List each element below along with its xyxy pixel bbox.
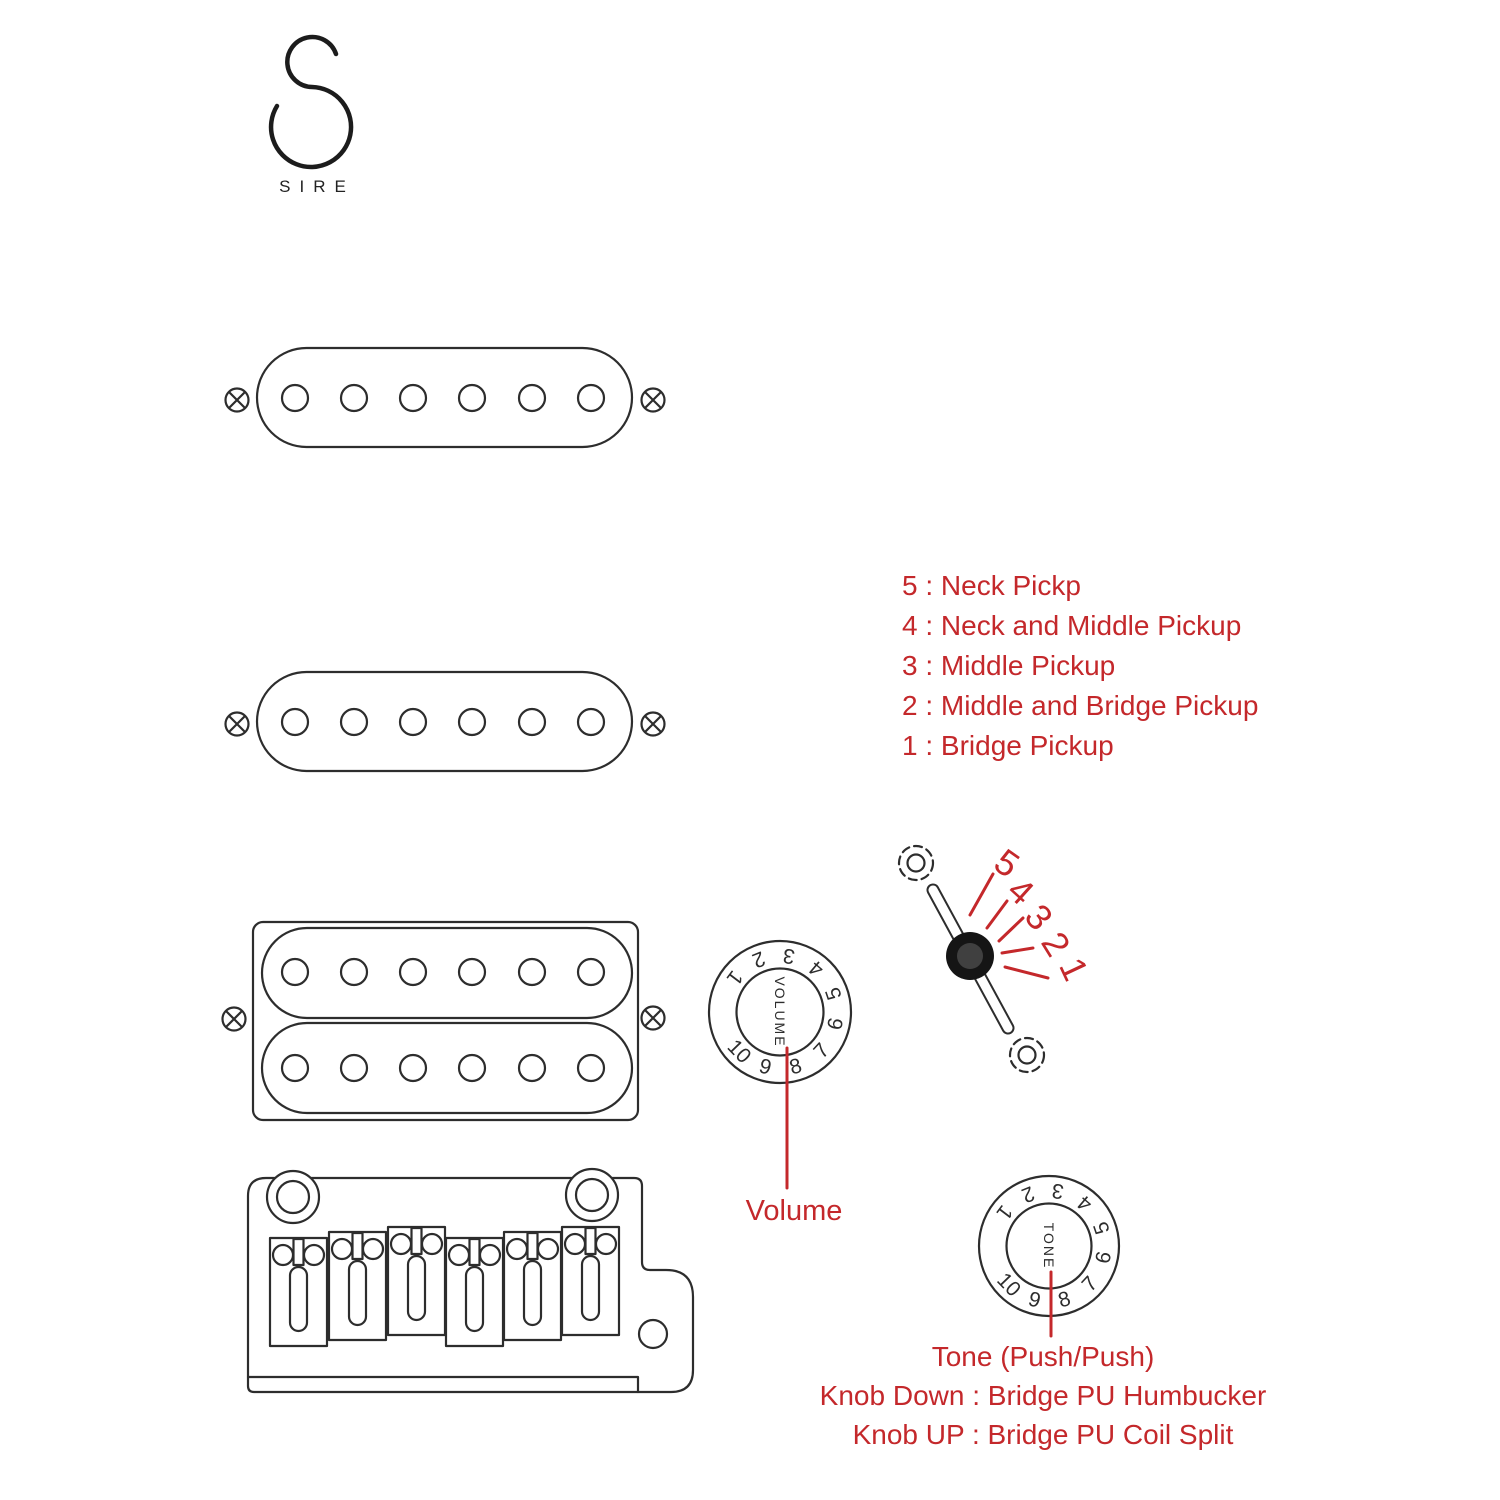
knob-scale-number: 4	[804, 955, 829, 981]
knob-scale-number: 9	[1025, 1287, 1044, 1313]
knob-scale-number: 2	[748, 946, 769, 973]
knob-scale-number: 10	[722, 1035, 756, 1068]
switch-screw-bottom	[1010, 1038, 1044, 1072]
selector-position-number: 2	[1033, 924, 1079, 964]
bridge-saddle	[329, 1232, 386, 1340]
selector-position-number: 5	[987, 840, 1027, 886]
knob-scale-number: 7	[1077, 1272, 1103, 1297]
knob-scale-number: 5	[821, 984, 847, 1003]
bridge-saddle	[504, 1232, 561, 1340]
tone-caption	[820, 1337, 1267, 1454]
sire-logo-text: SIRE	[279, 177, 355, 196]
bridge-saddle	[388, 1227, 445, 1335]
bridge-saddles	[270, 1227, 619, 1346]
legend-line: 5 : Neck Pickp	[902, 570, 1081, 601]
knob-scale-number: 6	[823, 1015, 849, 1033]
volume-caption: Volume	[745, 1195, 843, 1227]
selector-legend	[902, 566, 1258, 766]
knob-scale-number: 5	[1089, 1218, 1115, 1238]
knob-scale-number: 2	[1018, 1181, 1038, 1207]
knob-scale-number: 1	[721, 966, 748, 990]
selector-position-number: 3	[1016, 896, 1062, 938]
sire-logo	[271, 37, 355, 196]
bridge-saddle	[446, 1238, 503, 1346]
knob-scale-number: 8	[1055, 1287, 1074, 1313]
bridge-saddle	[270, 1238, 327, 1346]
knob-scale-number: 3	[1050, 1178, 1066, 1203]
knob-scale-number: 3	[781, 943, 797, 968]
bridge-saddle	[562, 1227, 619, 1335]
tone-knob-label: TONE	[1041, 1222, 1057, 1270]
tone-caption-line: Tone (Push/Push)	[931, 1341, 1155, 1372]
middle-pickup	[226, 672, 665, 771]
pickup-selector-switch	[899, 840, 1097, 1072]
bridge-post-right	[566, 1169, 618, 1221]
legend-line: 4 : Neck and Middle Pickup	[902, 610, 1242, 641]
bridge-post-left	[267, 1171, 319, 1223]
knob-scale-number: 4	[1073, 1190, 1097, 1216]
knob-scale-number: 7	[809, 1038, 835, 1064]
bridge-humbucker-pickup	[223, 922, 665, 1120]
volume-knob	[709, 941, 851, 1188]
neck-pickup	[226, 348, 665, 447]
legend-line: 3 : Middle Pickup	[902, 650, 1116, 681]
legend-line: 1 : Bridge Pickup	[902, 730, 1114, 761]
knob-scale-number: 9	[756, 1054, 774, 1080]
tremolo-bridge	[248, 1169, 693, 1392]
knob-scale-number: 10	[992, 1268, 1026, 1302]
selector-position-number: 4	[999, 869, 1043, 913]
volume-knob-label: VOLUME	[772, 976, 788, 1048]
tremolo-arm-hole	[639, 1320, 667, 1348]
knob-scale-number: 8	[786, 1054, 805, 1080]
knob-scale-number: 6	[1091, 1249, 1117, 1266]
bridge-plate-lip	[248, 1377, 638, 1392]
legend-line: 2 : Middle and Bridge Pickup	[902, 690, 1259, 721]
selector-position-number: 1	[1051, 951, 1097, 987]
tone-caption-line: Knob Down : Bridge PU Humbucker	[819, 1380, 1267, 1411]
switch-position-numbers	[987, 840, 1097, 986]
knob-scale-number: 1	[991, 1200, 1018, 1224]
sire-s-mark	[271, 37, 351, 167]
tone-caption-line: Knob UP : Bridge PU Coil Split	[852, 1419, 1234, 1450]
tone-knob	[979, 1176, 1119, 1336]
switch-knob	[946, 932, 994, 980]
switch-screw-top	[899, 846, 933, 880]
